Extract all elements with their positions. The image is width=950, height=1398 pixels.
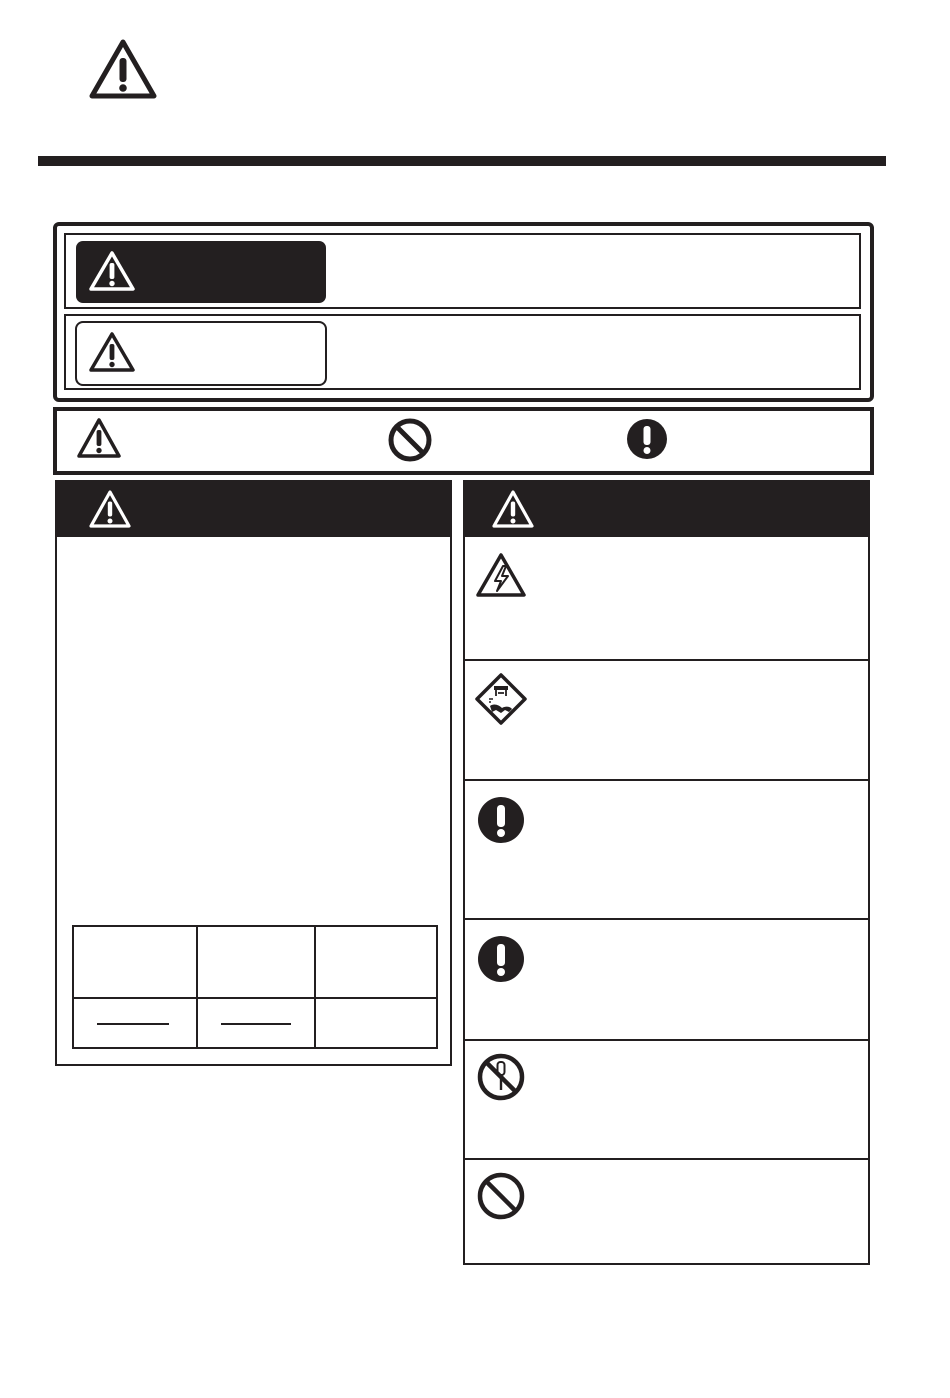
blank-entry-line xyxy=(221,1023,291,1025)
no-disassembly-icon xyxy=(476,1052,526,1102)
page-warning-icon xyxy=(88,38,158,100)
warning-icon xyxy=(491,489,535,529)
fall-hazard-icon xyxy=(474,672,528,726)
signal-word-label-light xyxy=(75,321,327,386)
warning-icon xyxy=(88,331,136,373)
item-divider xyxy=(465,1039,868,1041)
prohibition-icon xyxy=(476,1171,526,1221)
blank-entry-line xyxy=(97,1023,169,1025)
item-divider xyxy=(465,1158,868,1160)
title-rule xyxy=(38,156,886,166)
item-divider xyxy=(465,659,868,661)
symbols-explanation-bar xyxy=(53,407,874,475)
item-divider xyxy=(465,918,868,920)
distance-table xyxy=(72,925,438,1049)
mandatory-action-icon xyxy=(477,796,525,844)
electric-shock-icon xyxy=(475,552,527,598)
warning-icon xyxy=(88,489,132,529)
warning-icon xyxy=(88,250,136,292)
prohibition-icon xyxy=(387,417,433,463)
warning-icon xyxy=(76,417,122,459)
mandatory-action-icon xyxy=(626,418,668,460)
signal-word-label-dark xyxy=(76,241,326,303)
item-divider xyxy=(465,779,868,781)
mandatory-action-icon xyxy=(477,935,525,983)
